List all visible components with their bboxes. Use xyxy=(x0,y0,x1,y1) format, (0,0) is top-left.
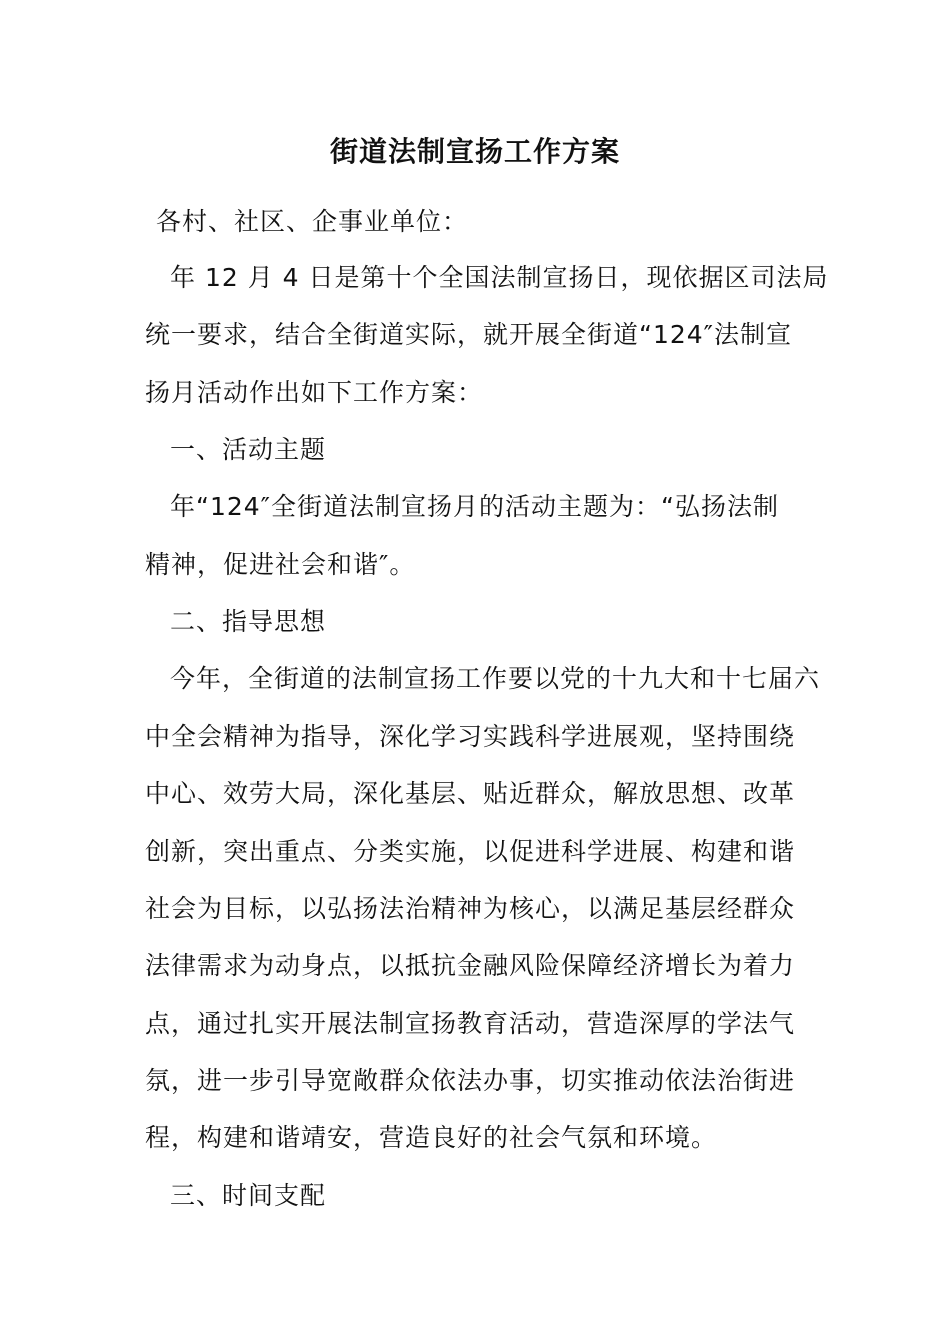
paragraph-line: 统一要求，结合全街道实际，就开展全街道“124″法制宣 xyxy=(145,320,793,349)
paragraph-line: 扬月活动作出如下工作方案： xyxy=(145,378,484,407)
paragraph-line: 创新，突出重点、分类实施，以促进科学进展、构建和谐 xyxy=(145,837,796,866)
section-heading: 一、活动主题 xyxy=(170,435,327,464)
paragraph-line: 程，构建和谐靖安，营造良好的社会气氛和环境。 xyxy=(145,1123,718,1152)
section-heading: 三、时间支配 xyxy=(170,1181,327,1210)
paragraph-line: 今年，全街道的法制宣扬工作要以党的十九大和十七届六 xyxy=(170,664,821,693)
paragraph-line: 点，通过扎实开展法制宣扬教育活动，营造深厚的学法气 xyxy=(145,1009,796,1038)
paragraph-line: 中心、效劳大局，深化基层、贴近群众，解放思想、改革 xyxy=(145,779,796,808)
section-heading: 二、指导思想 xyxy=(170,607,327,636)
salutation-line: 各村、社区、企事业单位： xyxy=(156,207,469,236)
paragraph-line: 精神，促进社会和谐″。 xyxy=(145,550,416,579)
paragraph-line: 社会为目标，以弘扬法治精神为核心，以满足基层经群众 xyxy=(145,894,796,923)
paragraph-line: 氛，进一步引导宽敞群众依法办事，切实推动依法治街进 xyxy=(145,1066,796,1095)
paragraph-line: 年 12 月 4 日是第十个全国法制宣扬日，现依据区司法局 xyxy=(170,263,829,292)
paragraph-line: 法律需求为动身点，以抵抗金融风险保障经济增长为着力 xyxy=(145,951,796,980)
paragraph-line: 年“124″全街道法制宣扬月的活动主题为：“弘扬法制 xyxy=(170,492,779,521)
paragraph-line: 中全会精神为指导，深化学习实践科学进展观，坚持围绕 xyxy=(145,722,796,751)
document-title: 街道法制宣扬工作方案 xyxy=(329,135,620,168)
